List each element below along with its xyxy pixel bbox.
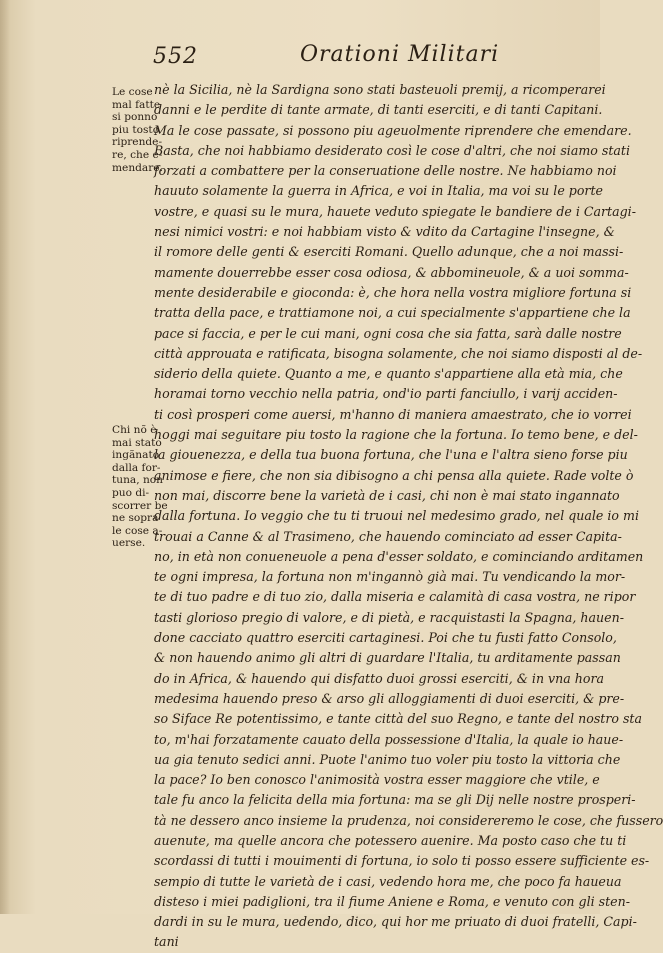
margin-note-line: ingãnato (112, 449, 160, 462)
margin-note-line: puo di- (112, 486, 150, 499)
margin-note-line: le cose a- (112, 524, 163, 537)
body-text-line: il romore delle genti & eserciti Romani. Quello adunque, che a noi massi- (154, 244, 624, 260)
body-text-line: mamente douerrebbe esser cosa odiosa, & abbomineuole, & a uoi somma- (154, 264, 629, 280)
margin-note-line: piu tosto (112, 123, 160, 136)
margin-note-line: mal fatte (112, 98, 161, 111)
body-text-line: tà ne dessero anco insieme la prudenza, noi considereremo le cose, che fussero (154, 812, 663, 828)
running-title: Orationi Militari (300, 42, 500, 67)
body-text-line: hoggi mai seguitare piu tosto la ragione che la fortuna. Io temo bene, e del- (154, 427, 638, 443)
body-text-line: hauuto solamente la guerra in Africa, e voi in Italia, ma voi su le porte (154, 183, 603, 199)
margin-note-line: dalla for- (112, 461, 161, 474)
body-text-line: città approuata e ratificata, bisogna solamente, che noi siamo disposti al de- (154, 345, 643, 361)
body-text-line: Ma le cose passate, si possono piu ageuolmente riprendere che emendare. (154, 122, 632, 138)
body-text-line: mente desiderabile e gioconda: è, che hora nella vostra migliore fortuna si (154, 284, 632, 300)
body-text-line: pace si faccia, e per le cui mani, ogni cosa che sia fatta, sarà dalle nostre (154, 325, 622, 341)
body-text-line: auenute, ma quelle ancora che potessero auenire. Ma posto caso che tu ti (154, 832, 627, 848)
margin-note-2 (112, 424, 168, 550)
body-text-line: forzati a combattere per la conseruatione delle nostre. Ne habbiamo noi (154, 163, 617, 179)
margin-note-line: Le cose (112, 86, 153, 98)
margin-note-line: mendare. (112, 161, 163, 174)
margin-note-line: scorrer be (112, 499, 168, 512)
body-text-line: & non hauendo animo gli altri di guardare l'Italia, tu arditamente passan (154, 650, 621, 666)
body-text-line: horamai torno vecchio nella patria, ond'io parti fanciullo, i varij acciden- (154, 386, 618, 402)
body-text-line: vostre, e quasi su le mura, hauete veduto spiegate le bandiere de i Cartagi- (154, 203, 636, 219)
margin-note-line: mai stato (112, 436, 162, 449)
body-text-line: tani (154, 934, 179, 950)
oration-body-text (154, 80, 663, 953)
body-text-line: trouai a Canne & al Trasimeno, che hauendo cominciato ad esser Capita- (154, 528, 622, 544)
body-text-line: danni e le perdite di tante armate, di tanti eserciti, e di tanti Capitani. (154, 102, 603, 118)
page-number: 552 (153, 44, 198, 69)
body-text-line: nesi nimici vostri: e noi habbiam visto & vdito da Cartagine l'insegne, & (154, 224, 615, 240)
margin-note-line: ne sopra (112, 512, 159, 525)
body-text-line: siderio della quiete. Quanto a me, e quanto s'appartiene alla età mia, che (154, 366, 623, 382)
body-text-line: dalla fortuna. Io veggio che tu ti truoui nel medesimo grado, nel quale io mi (154, 508, 639, 524)
body-text-line: medesima hauendo preso & arso gli alloggiamenti di duoi eserciti, & pre- (154, 690, 625, 706)
body-text-line: no, in età non conueneuole a pena d'esser soldato, e cominciando arditamen (154, 548, 644, 564)
body-text-line: dardi in su le mura, uedendo, dico, qui hor me priuato di duoi fratelli, Capi- (154, 914, 637, 930)
margin-note-line: riprende- (112, 136, 163, 149)
body-text-line: do in Africa, & hauendo qui disfatto duoi grossi eserciti, & in vna hora (154, 670, 605, 686)
body-text-line: disteso i miei padiglioni, tra il fiume Aniene e Roma, e venuto con gli sten- (154, 893, 630, 909)
body-text-line: te di tuo padre e di tuo zio, dalla miseria e calamità di casa vostra, ne ripor (154, 589, 636, 605)
body-text-line: tale fu anco la felicita della mia fortuna: ma se gli Dij nelle nostre prosperi- (154, 792, 636, 808)
margin-note-line: uerse. (112, 537, 146, 550)
body-text-line: tasti glorioso pregio di valore, e di pietà, e racquistasti la Spagna, hauen- (154, 609, 624, 625)
body-text-line: Basta, che noi habbiamo desiderato così le cose d'altri, che noi siamo stati (154, 142, 630, 158)
page-header (0, 34, 600, 74)
body-text-line: nè la Sicilia, nè la Sardigna sono stati basteuoli premij, a ricomperarei (154, 82, 606, 97)
body-text-line: la pace? Io ben conosco l'animosità vostra esser maggiore che vtile, e (154, 772, 600, 788)
body-text-line: animose e fiere, che non sia dibisogno a chi pensa alla quiete. Rade volte ò (154, 467, 634, 483)
margin-note-line: si ponno (112, 111, 158, 124)
body-text-line: to, m'hai forzatamente cauato della possessione d'Italia, la quale io haue- (154, 731, 624, 747)
margin-note-line: Chi nõ è (112, 424, 157, 436)
body-text-line: scordassi di tutti i mouimenti di fortuna, io solo ti posso essere sufficiente es- (154, 853, 650, 869)
margin-note-line: re, che e- (112, 148, 163, 161)
margin-note-1 (112, 86, 163, 174)
margin-note-line: tuna, non (112, 474, 163, 487)
body-text-line: la giouenezza, e della tua buona fortuna, che l'una e l'altra sieno forse piu (154, 447, 628, 463)
page-gutter-shadow (0, 0, 10, 914)
body-text-line: done cacciato quattro eserciti cartaginesi. Poi che tu fusti fatto Consolo, (154, 630, 617, 646)
body-text-line: non mai, discorre bene la varietà de i casi, chi non è mai stato ingannato (154, 487, 620, 503)
body-text-line: te ogni impresa, la fortuna non m'ingannò già mai. Tu vendicando la mor- (154, 569, 626, 585)
body-text-line: so Siface Re potentissimo, e tante città del suo Regno, e tante del nostro sta (154, 711, 642, 727)
body-text-line: sempio di tutte le varietà de i casi, vedendo hora me, che poco fa haueua (154, 873, 622, 889)
body-text-line: ua gia tenuto sedici anni. Puote l'animo tuo voler piu tosto la vittoria che (154, 751, 621, 767)
body-text-line: ti così prosperi come auersi, m'hanno di maniera amaestrato, che io vorrei (154, 406, 632, 422)
body-text-line: tratta della pace, e trattiamone noi, a cui specialmente s'appartiene che la (154, 305, 631, 321)
